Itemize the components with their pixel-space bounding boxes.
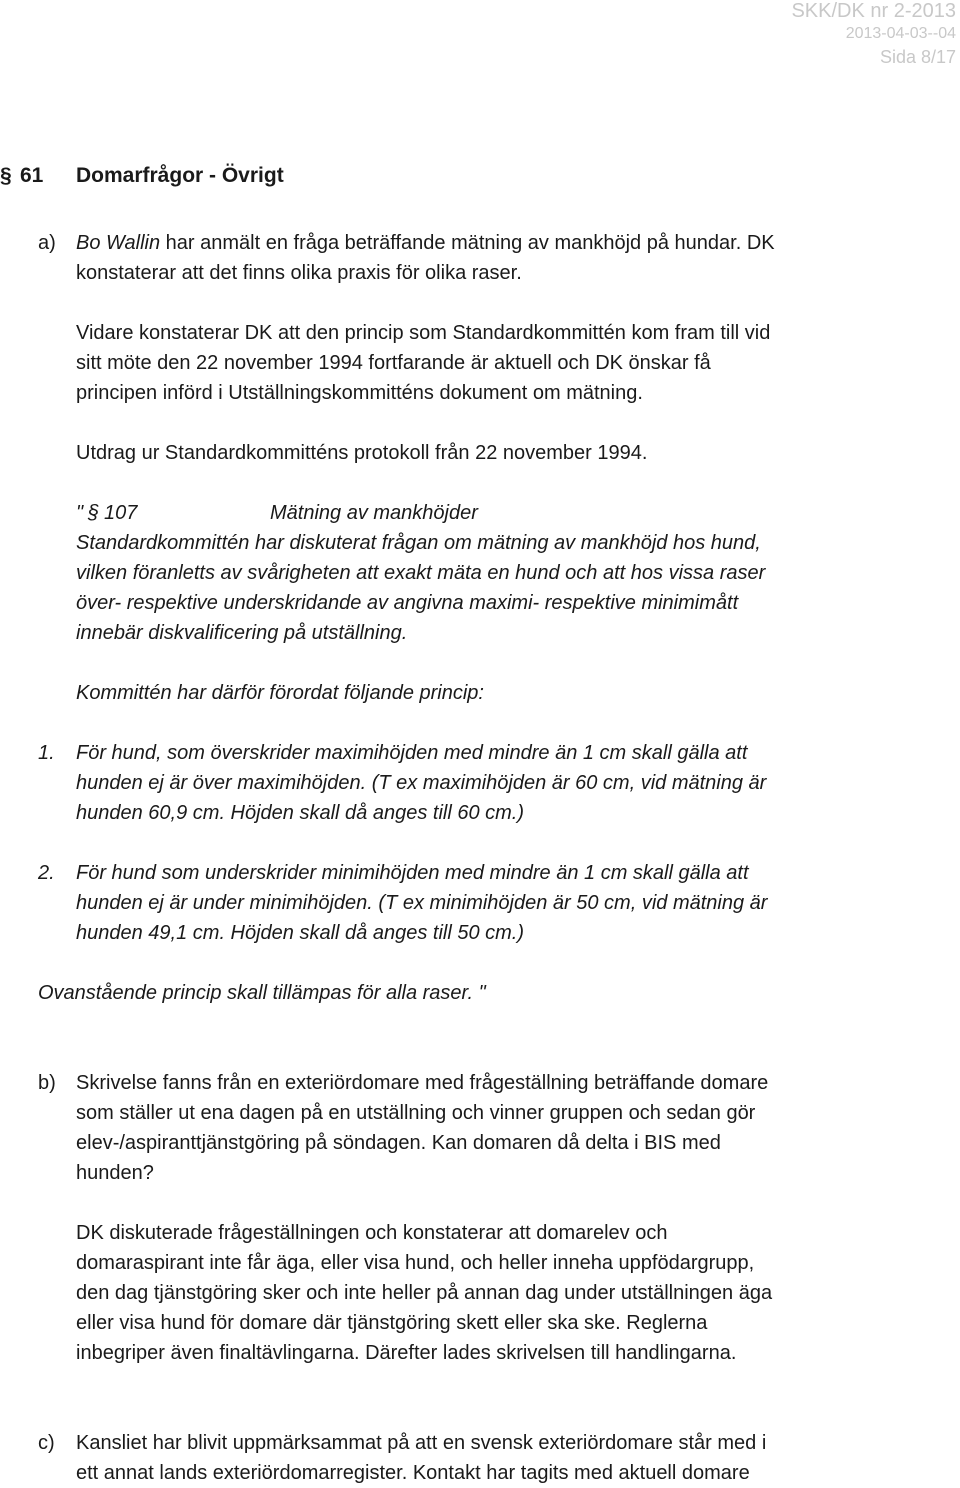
item-b-para1-line-4: hunden?: [76, 1162, 154, 1184]
page-number: Sida 8/17: [879, 47, 956, 67]
rule-2-line-3: hunden 49,1 cm. Höjden skall då anges till 50 cm.): [76, 922, 525, 944]
item-a-line-1-text: har anmält en fråga beträffande mätning av mankhöjd på hundar. DK: [160, 232, 775, 254]
item-a-line-2: konstaterar att det finns olika praxis för olika raser.: [76, 262, 522, 284]
rule-1-line-2: hunden ej är över maximihöjden. (T ex maximihöjden är 60 cm, vid mätning är: [76, 772, 767, 794]
item-b-para2-line-3: den dag tjänstgöring sker och inte heller på annan dag under utställningen äga: [76, 1282, 773, 1304]
rule-1-line-1: För hund, som överskrider maximihöjden med mindre än 1 cm skall gälla att: [76, 742, 748, 764]
item-a-person-name: Bo Wallin: [76, 232, 161, 254]
item-b-para1-line-1: Skrivelse fanns från en exteriördomare med frågeställning beträffande domare: [76, 1072, 769, 1094]
quote-paragraph-symbol: §: [88, 502, 100, 524]
item-b-para2-line-2: domaraspirant inte får äga, eller visa hund, och heller inneha uppfödargrupp,: [76, 1252, 755, 1274]
section-number: 61: [20, 164, 44, 187]
rule-2-number: 2.: [38, 862, 55, 884]
section-title: Domarfrågor - Övrigt: [76, 164, 284, 187]
rule-2-line-1: För hund som underskrider minimihöjden med mindre än 1 cm skall gälla att: [76, 862, 749, 884]
extract-intro: Utdrag ur Standardkommitténs protokoll från 22 november 1994.: [76, 442, 648, 464]
item-a-line-1: [76, 228, 775, 258]
rule-1-line-3: hunden 60,9 cm. Höjden skall då anges till 60 cm.): [76, 802, 525, 824]
item-a-para2-line-1: Vidare konstaterar DK att den princip som Standardkommittén kom fram till vid: [76, 322, 771, 344]
document-id: SKK/DK nr 2-2013: [791, 0, 956, 22]
item-c-line-2: ett annat lands exteriördomarregister. Kontakt har tagits med aktuell domare: [76, 1462, 750, 1484]
item-b-label: b): [38, 1072, 56, 1094]
meeting-date: 2013-04-03--04: [845, 25, 956, 42]
quote-closing: Ovanstående princip skall tillämpas för alla raser. ": [38, 982, 486, 1004]
item-b-para2-line-5: inbegriper även finaltävlingarna. Därefter lades skrivelsen till handlingarna.: [76, 1342, 737, 1364]
item-b-para2-line-1: DK diskuterade frågeställningen och konstaterar att domarelev och: [76, 1222, 668, 1244]
quote-open-mark: ": [76, 502, 84, 524]
item-a-label: a): [38, 232, 56, 254]
page-header: [791, 0, 956, 68]
section-symbol: §: [0, 164, 12, 187]
quote-paragraph-number: 107: [104, 502, 138, 524]
principle-intro: Kommittén har därför förordat följande princip:: [76, 682, 484, 704]
rule-1-number: 1.: [38, 742, 55, 764]
quote-line-1: Standardkommittén har diskuterat frågan om mätning av mankhöjd hos hund,: [76, 532, 761, 554]
item-b-para1-line-3: elev-/aspiranttjänstgöring på söndagen. Kan domaren då delta i BIS med: [76, 1132, 721, 1154]
quote-line-2: vilken föranletts av svårigheten att exakt mäta en hund och att hos vissa raser: [76, 562, 766, 584]
item-b-para1-line-2: som ställer ut ena dagen på en utställning och vinner gruppen och sedan gör: [76, 1102, 756, 1124]
item-a-para2-line-3: principen införd i Utställningskommitténs dokument om mätning.: [76, 382, 643, 404]
quote-line-3: över- respektive underskridande av angivna maximi- respektive minimimått: [76, 592, 739, 614]
quote-line-4: innebär diskvalificering på utställning.: [76, 622, 408, 644]
item-b-para2-line-4: eller visa hund för domare där tjänstgöring skett eller ska ske. Reglerna: [76, 1312, 708, 1334]
rule-2-line-2: hunden ej är under minimihöjden. (T ex minimihöjden är 50 cm, vid mätning är: [76, 892, 768, 914]
item-c-label: c): [38, 1432, 55, 1454]
item-c-line-1: Kansliet har blivit uppmärksammat på att en svensk exteriördomare står med i: [76, 1432, 767, 1454]
quote-paragraph-title: Mätning av mankhöjder: [270, 502, 478, 524]
item-a-para2-line-2: sitt möte den 22 november 1994 fortfarande är aktuell och DK önskar få: [76, 352, 711, 374]
